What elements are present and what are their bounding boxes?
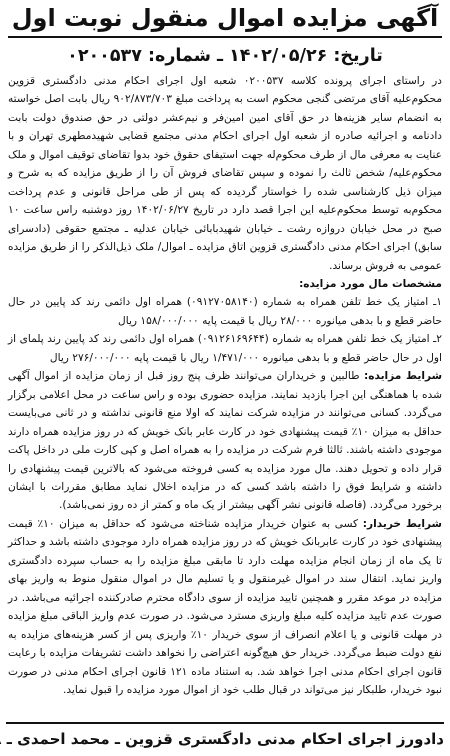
intro-paragraph: در راستای اجرای پرونده کلاسه ۰۲۰۰۵۳۷ شعبه اول اجرای احکام مدنی دادگستری قزوین محکوم‌علیه آقای مرتضی گنجی محکوم است به پرداخت مبلغ ۹۰۲/۸۷۳/۷۰۳ ریال بابت اصل خواسته به انضمام سایر هزینه‌ها در حق آقای امین امین‌فر و نیم‌عشر دولتی در حق صندوق دولت بابت دادنامه و اجرائیه صادره از شعبه اول اجرای احکام مدنی مجتمع قضایی شهیدمطهری تهران و با عنایت به معرفی مال از طرف محکوم‌له جهت استیفای حقوق خود بدوا تقاضای توقیف اموال و ملک محکوم‌علیه/ شخص ثالث را نموده و سپس تقاضای فروش آن را از طریق مزایده که به شرح و میزان ذیل کارشناسی شده را خواستار گردیده که پس از طی مراحل قانونی و عدم پرداخت محکوم‌به توسط محکوم‌علیه این اجرا قصد دارد در تاریخ ۱۴۰۲/۰۶/۲۷ روز دوشنبه راس ساعت ۱۰ صبح در محل خیابان دروازه رشت ـ خیابان شهیدبابائی خیابان عدلیه ـ مجتمع حقوقی (دادسرای سابق) اجرای احکام مدنی دادگستری قزوین اتاق مزایده ـ اموال/ ملک ذیل‌الذکر را از طریق مزایده عمومی به فروش برساند. [8, 75, 443, 272]
date-number-line: تاریخ: ۱۴۰۲/۰۵/۲۶ ـ شماره: ۰۲۰۰۵۳۷ [67, 46, 383, 66]
terms-text: طالبین و خریداران می‌توانند ظرف پنج روز قبل از زمان مزایده از اموال آگهی شده با هماهنگی این اجرا بازدید نمایند. مزایده حضوری بوده و راس ساعت در محل اعلامی برگزار می‌گردد. کسانی می‌توانند در مزایده شرکت نمایند که اولا منع قانونی نداشته و در ثانی می‌بایست حداقل به میزان ۱۰٪ قیمت پیشنهادی خود در کارت عابر بانک خویش که در روز مزایده همراه دارند موجودی داشته باشند. ثالثا فرم شرکت در مزایده را به همراه اصل و کپی کارت ملی در داخل پاکت قرار داده و تحویل دهند. مال مورد مزایده به کسی فروخته می‌شود که بالاترین قیمت پیشنهادی را داشته و شرایط فوق را داشته باشد کسی که در مزایده اخلال نماید مطابق مقررات با ایشان برخورد می‌گردد. (فاصله قانونی نشر آگهی بیشتر از یک ماه و کمتر از ده روز نمی‌باشد). [8, 370, 443, 512]
terms-label: شرایط مزایده: [363, 370, 442, 383]
buyer-label: شرایط خریدار: [362, 517, 442, 530]
item-2: ۲ـ امتیاز یک خط تلفن همراه به شماره (۰۹۱۲۶۱۶۹۶۴۴) همراه اول دائمی رند کد پایین رند پلمای از اول در حال حاضر قطع و با بدهی میانوره ۱/۴۷۱/۰۰۰ ریال با قیمت پایه ۲۷۶/۰۰۰/۰۰۰ ریال [8, 333, 442, 364]
signature-footer: دادورز اجرای احکام مدنی دادگستری قزوین ـ محمد احمدی ـ [6, 722, 444, 752]
notice-body [8, 72, 443, 696]
buyer-paragraph [8, 515, 442, 700]
item-1: ۱ـ امتیاز یک خط تلفن همراه به شماره (۰۹۱۲۷۰۵۸۱۴۰) همراه اول دائمی رند کد پایین در حال حاضر قطع و با بدهی میانوره ۲۸/۰۰۰ ریال با قیمت پایه ۱۵۸/۰۰۰/۰۰۰ ریال [8, 296, 442, 327]
terms-paragraph [8, 367, 442, 515]
title-divider [8, 36, 442, 38]
notice-title: آگهی مزایده اموال منقول نوبت اول [11, 4, 439, 32]
buyer-text: کسی به عنوان خریدار مزایده شناخته می‌شود که حداقل به میزان ۱۰٪ قیمت پیشنهادی خود در کارت عابربانک خویش که در روز مزایده همراه دارد موجودی داشته باشد و حداکثر تا یک ماه از زمان انجام مزایده مهلت دارد تا مابقی مبلغ مزایده را به حساب سپرده دادگستری واریز نماید. انتقال سند در اموال غیرمنقول و یا تسلیم مال در اموال منقول منوط به واریز بهای مزایده در موعد مقرر و همچنین تایید مزایده از سوی دادگاه محترم صادرکننده اجرائیه می‌باشد. در صورت عدم تایید مزایده کلیه مبلغ واریزی مسترد می‌شود. در صورت عدم واریز الباقی مبلغ مزایده در مهلت قانونی و یا اعلام انصراف از سوی خریدار ۱۰٪ واریزی پس از کسر هزینه‌های مزایده به نفع دولت ضبط می‌گردد. خریدار حق هیچ‌گونه اعتراضی را نخواهد داشت تشریفات مزایده با رعایت قانون اجرای احکام مدنی اجرا خواهد شد. به استناد ماده ۱۲۱ قانون اجرای احکام مدنی در صورت نبود خریدار، طلبکار نیز می‌تواند در قبال طلب خود از اموال مورد مزایده را قبول نماید. [8, 517, 443, 696]
auction-notice [0, 3, 450, 756]
specs-heading: مشخصات مال مورد مزایده: [299, 277, 442, 290]
